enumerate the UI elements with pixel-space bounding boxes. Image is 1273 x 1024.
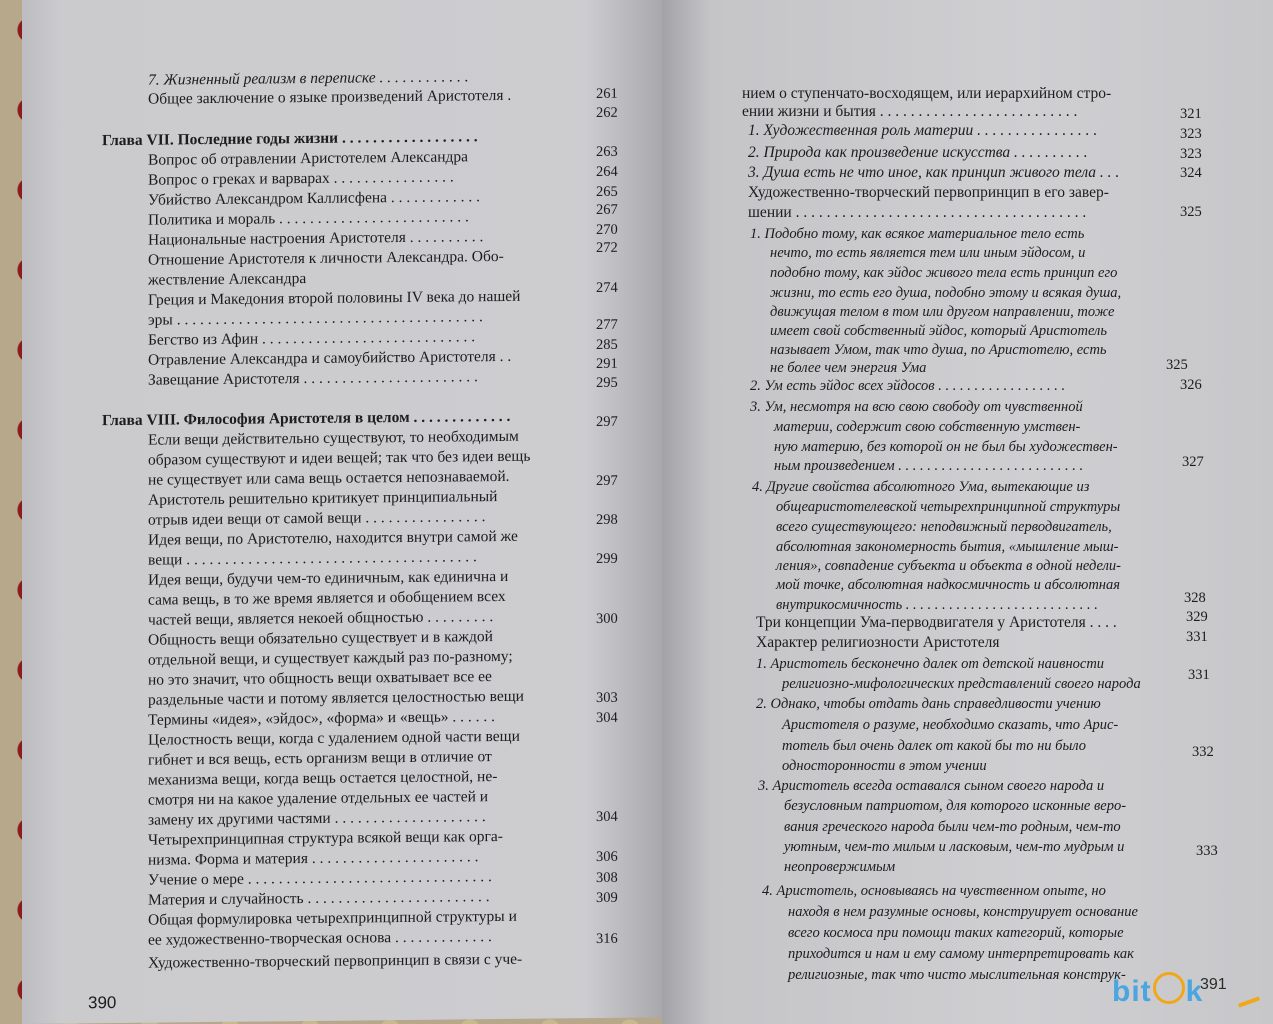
toc-line: жествление Александра xyxy=(148,270,307,289)
chapter-heading: Глава VIII. Философия Аристотеля в целом . . . . . . . . . . . . . xyxy=(102,407,511,430)
toc-line: общеаристотелевской четырехпринципной структуры xyxy=(776,499,1121,515)
toc-line: сама вещь, в то же время является и обобщением всех xyxy=(148,587,506,609)
toc-line: раздельные части и потому является целостностью вещи xyxy=(148,687,524,709)
toc-line: Завещание Аристотеля . . . . . . . . . . . . . . . . . . . . . . . xyxy=(148,368,478,389)
toc-line: нием о ступенчато-восходящем, или иерархийном стро- xyxy=(742,85,1112,102)
toc-line: не более чем энергия Ума xyxy=(770,360,927,376)
page-ref: 333 xyxy=(1196,843,1218,859)
toc-line: материи, содержит свою собственную умствен- xyxy=(774,419,1081,435)
page-ref: 326 xyxy=(1180,377,1202,393)
toc-line: Отношение Аристотеля к личности Александра. Обо- xyxy=(148,247,504,269)
toc-line: Вопрос о греках и варварах . . . . . . . . . . . . . . . . xyxy=(148,168,454,189)
toc-line: Бегство из Афин . . . . . . . . . . . . . . . . . . . . . . . . . . . . xyxy=(148,328,476,349)
toc-line: образом существуют и идеи вещей; так что без идеи вещь xyxy=(148,447,531,469)
page-ref: 300 xyxy=(596,610,618,627)
toc-line: замену их другими частями . . . . . . . . . . . . . . . . . . . . xyxy=(148,808,486,829)
toc-line: уютным, чем-то милым и ласковым, чем-то мудрым и xyxy=(784,839,1125,855)
toc-line: отрыв идеи вещи от самой вещи . . . . . . . . . . . . . . . . xyxy=(148,508,486,529)
page-ref: 309 xyxy=(596,889,618,906)
toc-line: Характер религиозности Аристотеля xyxy=(756,634,1000,651)
toc-line: всего космоса при помощи таких категорий, которые xyxy=(788,925,1124,941)
toc-line: религиозные, так что чисто мыслительная конструк- xyxy=(788,967,1126,983)
toc-line: Термины «идея», «эйдос», «форма» и «вещь» . . . . . . xyxy=(148,708,496,729)
page-number: 391 xyxy=(1200,976,1227,993)
toc-line: односторонности в этом учении xyxy=(782,758,987,774)
page-ref: 325 xyxy=(1166,357,1188,373)
toc-line: Если вещи действительно существуют, то необходимым xyxy=(148,427,519,449)
toc-line: Целостность вещи, когда с удалением одной части вещи xyxy=(148,727,520,749)
page-ref: 325 xyxy=(1180,204,1202,220)
page-ref: 303 xyxy=(596,689,618,706)
page-ref: 329 xyxy=(1186,609,1208,625)
toc-line: имеет свой собственный эйдос, который Аристотель xyxy=(770,323,1107,339)
toc-line: Три концепции Ума-перводвигателя у Аристотеля . . . . xyxy=(756,614,1117,631)
toc-line: Греция и Македония второй половины IV века до нашей xyxy=(148,287,521,309)
toc-line: Художественно-творческий первопринцип в связи с уче- xyxy=(148,950,523,972)
toc-line: Аристотель решительно критикует принципиальный xyxy=(148,488,498,509)
page-ref: 261 xyxy=(596,85,618,102)
page-ref: 304 xyxy=(596,808,618,825)
toc-line: приходится и нам и ему самому интерпретировать как xyxy=(788,946,1134,962)
page-ref: 321 xyxy=(1180,106,1202,122)
toc-line: механизма вещи, когда вещь остается целостной, не- xyxy=(148,768,498,789)
left-page xyxy=(22,0,662,1024)
page-ref: 328 xyxy=(1184,590,1206,606)
toc-line: отдельной вещи, и существует каждый раз по-разному; xyxy=(148,647,513,669)
toc-line: 2. Ум есть эйдос всех эйдосов . . . . . . . . . . . . . . . . . . xyxy=(750,378,1066,394)
toc-line: 7. Жизненный реализм в переписке . . . . . . . . . . . . xyxy=(148,68,469,89)
toc-line: внутрикосмичность . . . . . . . . . . . . . . . . . . . . . . . . . . . xyxy=(776,597,1098,613)
bitok-watermark-logo: bit k xyxy=(1112,972,1203,1009)
toc-line: Идея вещи, будучи чем-то единичным, как единична и xyxy=(148,567,509,589)
toc-line: нечто, то есть является тем или иным эйдосом, и xyxy=(770,245,1086,261)
toc-line: тотель был очень далек от какой бы то ни было xyxy=(782,738,1087,754)
toc-line: вещи . . . . . . . . . . . . . . . . . . . . . . . . . . . . . . . . . . . . . . xyxy=(148,548,477,569)
page-ref: 331 xyxy=(1186,629,1208,645)
page-ref: 272 xyxy=(596,239,618,256)
toc-line: Аристотеля о разуме, необходимо сказать, что Арис- xyxy=(782,717,1119,733)
toc-line: всего существующего: неподвижный перводвигатель, xyxy=(776,519,1112,535)
toc-line: 1. Подобно тому, как всякое материальное тело есть xyxy=(750,226,1085,242)
page-number: 390 xyxy=(88,993,117,1013)
page-ref: 306 xyxy=(596,848,618,865)
toc-line: 4. Аристотель, основываясь на чувственном опыте, но xyxy=(762,883,1106,899)
page-ref: 298 xyxy=(596,511,618,528)
page-ref: 331 xyxy=(1188,667,1210,683)
toc-line: подобно тому, как эйдос живого тела есть принцип его xyxy=(770,265,1118,281)
toc-line: 3. Ум, несмотря на всю свою свободу от чувственной xyxy=(750,399,1083,415)
toc-line: Национальные настроения Аристотеля . . . . . . . . . . xyxy=(148,228,484,249)
chapter-heading: Глава VII. Последние годы жизни . . . . . . . . . . . . . . . . . . xyxy=(102,128,478,150)
toc-line: движущая телом в том или другом направлении, тоже xyxy=(770,304,1115,320)
page-ref: 265 xyxy=(596,183,618,200)
toc-line: вания греческого народа были чем-то родным, чем-то xyxy=(784,819,1121,835)
toc-line: Идея вещи, по Аристотелю, находится внутри самой же xyxy=(148,527,518,549)
toc-line: жизни, то есть его душа, подобно этому и всякая душа, xyxy=(770,285,1122,301)
toc-line: гибнет и вся вещь, есть организм вещи в отличие от xyxy=(148,748,492,769)
page-ref: 316 xyxy=(596,930,618,947)
page-ref: 274 xyxy=(596,279,618,296)
page-ref: 270 xyxy=(596,221,618,238)
toc-line: ным произведением . . . . . . . . . . . . . . . . . . . . . . . . . . xyxy=(774,458,1084,474)
page-ref: 285 xyxy=(596,336,618,353)
toc-line: ее художественно-творческая основа . . . . . . . . . . . . . xyxy=(148,928,492,949)
page-ref: 327 xyxy=(1182,454,1204,470)
page-ref: 299 xyxy=(596,550,618,567)
page-ref: 297 xyxy=(596,472,618,489)
page-ref: 291 xyxy=(596,355,618,372)
page-ref: 263 xyxy=(596,143,618,160)
toc-line: шении . . . . . . . . . . . . . . . . . . . . . . . . . . . . . . . . . . . . . . xyxy=(748,204,1087,221)
toc-line: называет Умом, так что душа, по Аристотелю, есть xyxy=(770,342,1107,358)
toc-line: безусловным патриотом, для которого исконные веро- xyxy=(784,798,1127,814)
toc-line: Общая формулировка четырехпринципной структуры и xyxy=(148,907,517,929)
toc-line: мой точке, абсолютная надкосмичность и абсолютная xyxy=(776,577,1120,593)
toc-line: 3. Душа есть не что иное, как принцип живого тела . . . xyxy=(748,164,1120,181)
toc-line: абсолютная закономерность бытия, «мышление мыш- xyxy=(776,539,1119,555)
page-ref: 277 xyxy=(596,316,618,333)
page-ref: 323 xyxy=(1180,146,1202,162)
toc-line: Убийство Александром Каллисфена . . . . . . . . . . . . xyxy=(148,188,481,209)
toc-line: но это значит, что общность вещи охватывает все ее xyxy=(148,668,492,689)
toc-line: эры . . . . . . . . . . . . . . . . . . . . . . . . . . . . . . . . . . . . . . . . xyxy=(148,308,483,329)
toc-line: низма. Форма и материя . . . . . . . . . . . . . . . . . . . . . . xyxy=(148,848,479,869)
toc-line: Отравление Александра и самоубийство Аристотеля . . xyxy=(148,347,512,369)
toc-line: Художественно-творческий первопринцип в его завер- xyxy=(748,184,1109,201)
page-ref: 332 xyxy=(1192,744,1214,760)
toc-line: 1. Художественная роль материи . . . . . . . . . . . . . . . . xyxy=(748,122,1098,139)
toc-line: ную материю, без которой он не был бы художествен- xyxy=(774,439,1118,455)
toc-line: Общее заключение о языке произведений Аристотеля . xyxy=(148,86,512,108)
toc-line: Общность вещи обязательно существует и в каждой xyxy=(148,628,493,649)
toc-line: смотря ни на какое удаление отдельных ее частей и xyxy=(148,788,489,809)
page-ref: 323 xyxy=(1180,126,1202,142)
toc-line: неопровержимым xyxy=(784,859,896,875)
toc-line: Материя и случайность . . . . . . . . . . . . . . . . . . . . . . . . xyxy=(148,888,490,909)
toc-line: Политика и мораль . . . . . . . . . . . . . . . . . . . . . . . . . xyxy=(148,208,469,229)
toc-line: 2. Природа как произведение искусства . . . . . . . . . . xyxy=(748,144,1088,161)
toc-line: Учение о мере . . . . . . . . . . . . . . . . . . . . . . . . . . . . . . . . xyxy=(148,868,492,889)
page-ref: 304 xyxy=(596,709,618,726)
toc-line: 4. Другие свойства абсолютного Ума, вытекающие из xyxy=(752,479,1090,495)
toc-line: религиозно-мифологических представлений своего народа xyxy=(782,676,1141,692)
right-page xyxy=(662,0,1273,1024)
toc-line: 2. Однако, чтобы отдать дань справедливости учению xyxy=(756,696,1101,712)
toc-line: Вопрос об отравлении Аристотелем Александра xyxy=(148,148,469,169)
page-ref: 267 xyxy=(596,201,618,218)
page-ref: 262 xyxy=(596,104,618,121)
page-ref: 324 xyxy=(1180,165,1202,181)
page-ref: 295 xyxy=(596,374,618,391)
page-ref: 264 xyxy=(596,163,618,180)
coin-icon xyxy=(1153,972,1185,1004)
toc-line: частей вещи, является некоей общностью . . . . . . . . . xyxy=(148,608,494,629)
toc-line: Четырехпринципная структура всякой вещи как орга- xyxy=(148,827,503,849)
toc-line: 1. Аристотель бесконечно далек от детской наивности xyxy=(756,656,1105,672)
toc-line: ении жизни и бытия . . . . . . . . . . . . . . . . . . . . . . . . . . xyxy=(742,103,1078,120)
page-ref: 297 xyxy=(596,413,618,430)
toc-line: находя в нем разумные основы, конструирует основание xyxy=(788,904,1138,920)
toc-line: 3. Аристотель всегда оставался сыном своего народа и xyxy=(758,778,1105,794)
page-ref: 308 xyxy=(596,869,618,886)
toc-line: не существует или сама вещь остается непознаваемой. xyxy=(148,467,510,489)
toc-line: ления», совпадение субъекта и объекта в одной недели- xyxy=(776,558,1121,574)
